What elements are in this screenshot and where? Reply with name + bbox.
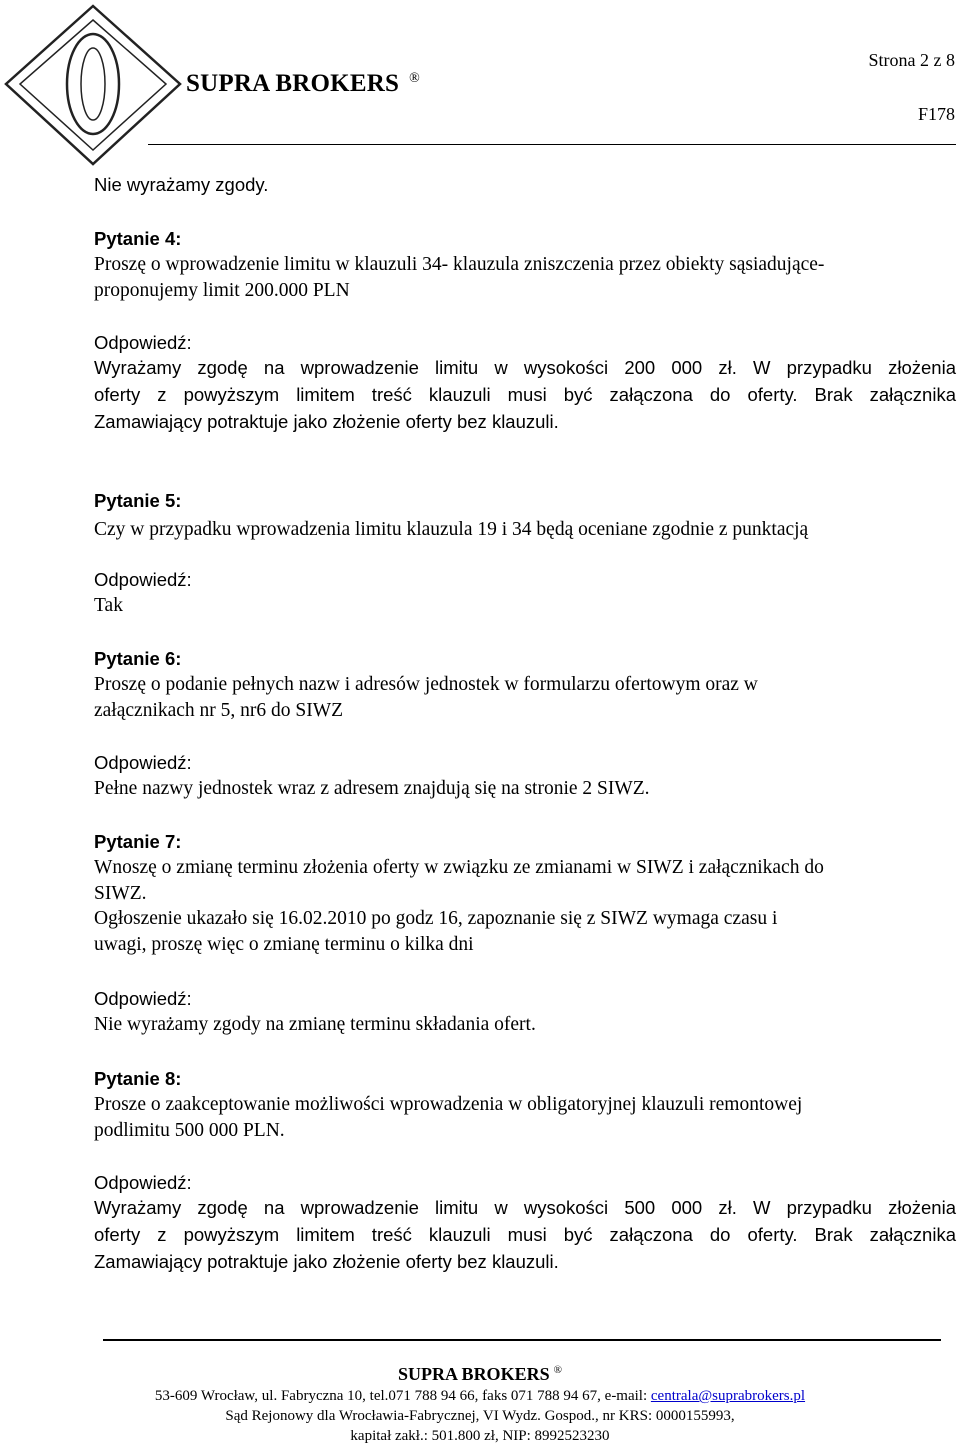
q4-answer-line3: Zamawiający potraktuje jako złożenie oferty bez klauzuli. xyxy=(94,411,559,432)
q8-text-line1: Prosze o zaakceptowanie możliwości wprowadzenia w obligatoryjnej klauzuli remontowej xyxy=(94,1094,803,1115)
q7-text-line3: Ogłoszenie ukazało się 16.02.2010 po godz 16, zapoznanie się z SIWZ wymaga czasu i xyxy=(94,908,778,929)
q6-label: Pytanie 6: xyxy=(94,648,182,669)
q8-answer-line3: Zamawiający potraktuje jako złożenie oferty bez klauzuli. xyxy=(94,1251,559,1272)
q5-text-line1: Czy w przypadku wprowadzenia limitu klauzula 19 i 34 będą oceniane zgodnie z punktacją xyxy=(94,519,809,540)
q4-answer-label: Odpowiedź: xyxy=(94,332,192,353)
q7-text-line1: Wnoszę o zmianę terminu złożenia oferty w związku ze zmianami w SIWZ i załącznikach do xyxy=(94,857,824,878)
q6-text-line2: załącznikach nr 5, nr6 do SIWZ xyxy=(94,700,344,721)
q6-text-line1: Proszę o podanie pełnych nazw i adresów jednostek w formularzu ofertowym oraz w xyxy=(94,674,758,695)
footer-email-link[interactable]: centrala@suprabrokers.pl xyxy=(650,1388,806,1404)
q8-answer-line1: Wyrażamy zgodę na wprowadzenie limitu w wysokości 500 000 zł. W przypadku złożenia xyxy=(94,1197,956,1218)
header-divider xyxy=(148,144,956,145)
q5-answer-label: Odpowiedź: xyxy=(94,569,192,590)
page-number: Strona 2 z 8 xyxy=(868,50,955,70)
footer-registered-mark: ® xyxy=(553,1364,562,1376)
footer-divider xyxy=(103,1339,941,1341)
q4-label: Pytanie 4: xyxy=(94,228,182,249)
q5-answer-line1: Tak xyxy=(94,595,123,616)
q8-answer-label: Odpowiedź: xyxy=(94,1172,192,1193)
footer-capital-line: kapitał zakł.: 501.800 zł, NIP: 8992523230 xyxy=(350,1428,610,1444)
q4-answer-line2: oferty z powyższym limitem treść klauzuli musi być załączona do oferty. Brak załącznika xyxy=(94,384,956,405)
footer-court-line: Sąd Rejonowy dla Wrocławia-Fabrycznej, VI Wydz. Gospod., nr KRS: 0000155993, xyxy=(225,1408,735,1424)
intro-answer: Nie wyrażamy zgody. xyxy=(94,174,269,195)
registered-mark: ® xyxy=(409,70,420,86)
q7-answer-line1: Nie wyrażamy zgody na zmianę terminu składania ofert. xyxy=(94,1014,536,1035)
q5-label: Pytanie 5: xyxy=(94,490,182,511)
q4-text-line2: proponujemy limit 200.000 PLN xyxy=(94,280,350,301)
q8-label: Pytanie 8: xyxy=(94,1068,182,1089)
q4-answer-line1: Wyrażamy zgodę na wprowadzenie limitu w wysokości 200 000 zł. W przypadku złożenia xyxy=(94,357,956,378)
q6-answer-line1: Pełne nazwy jednostek wraz z adresem znajdują się na stronie 2 SIWZ. xyxy=(94,778,650,799)
q6-answer-label: Odpowiedź: xyxy=(94,752,192,773)
q7-answer-label: Odpowiedź: xyxy=(94,988,192,1009)
q8-answer-line2: oferty z powyższym limitem treść klauzuli musi być załączona do oferty. Brak załącznika xyxy=(94,1224,956,1245)
q7-label: Pytanie 7: xyxy=(94,831,182,852)
document-id: F178 xyxy=(917,104,955,124)
footer-company-name xyxy=(0,1364,960,1385)
q7-text-line4: uwagi, proszę więc o zmianę terminu o kilka dni xyxy=(94,934,474,955)
q8-text-line2: podlimitu 500 000 PLN. xyxy=(94,1120,285,1141)
company-logo xyxy=(0,0,186,168)
footer-company-text: SUPRA BROKERS xyxy=(398,1364,550,1384)
footer-address-line xyxy=(0,1386,960,1406)
header-company-text: SUPRA BROKERS xyxy=(186,70,400,97)
footer-address: 53-609 Wrocław, ul. Fabryczna 10, tel.071 788 94 66, faks 071 788 94 67, e-mail: xyxy=(154,1388,651,1404)
q4-text-line1: Proszę o wprowadzenie limitu w klauzuli 34- klauzula zniszczenia przez obiekty sąsiadujące- xyxy=(94,254,825,275)
header-company-name xyxy=(186,70,420,98)
q7-text-line2: SIWZ. xyxy=(94,883,147,904)
